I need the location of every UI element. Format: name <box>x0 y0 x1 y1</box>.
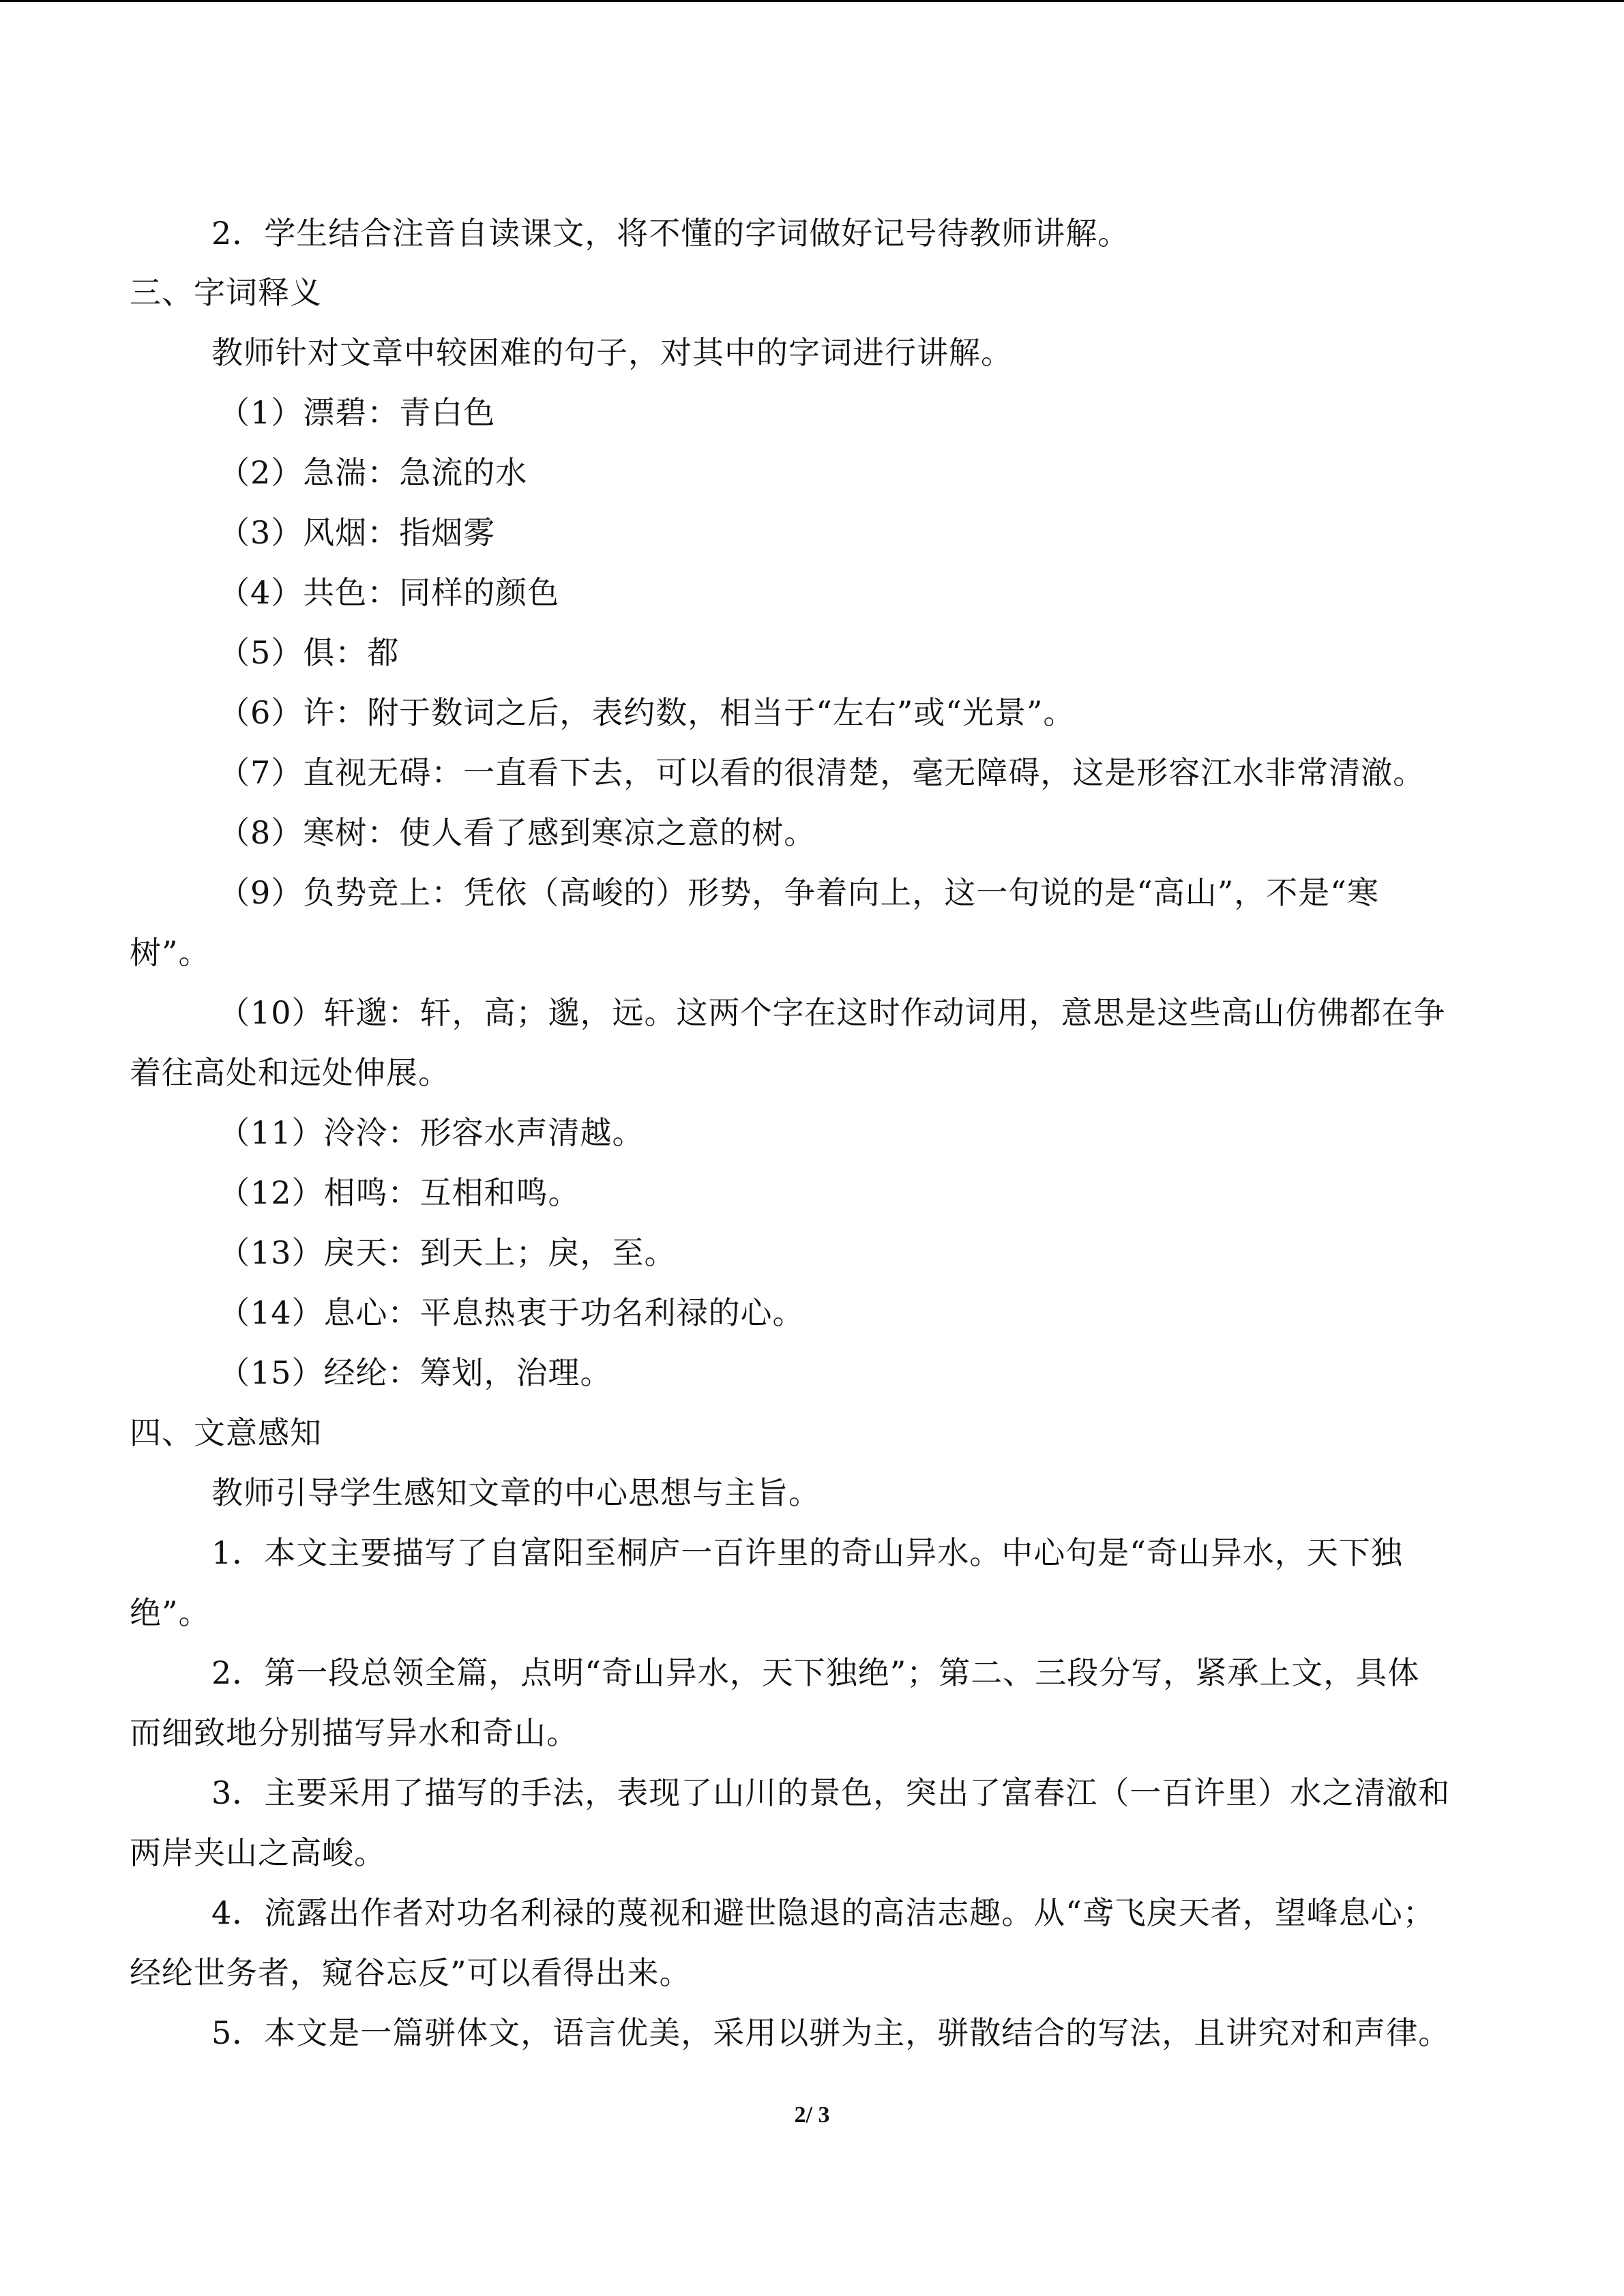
glossary-item: （9）负势竞上：凭依（高峻的）形势，争着向上，这一句说的是“高山”，不是“寒 <box>218 874 1379 911</box>
text-line: 2．第一段总领全篇，点明“奇山异水，天下独绝”；第二、三段分写，紧承上文，具体 <box>211 1654 1420 1691</box>
text-line: 3．主要采用了描写的手法，表现了山川的景色，突出了富春江（一百许里）水之清澈和 <box>211 1774 1451 1811</box>
glossary-item: （13）戾天：到天上；戾，至。 <box>218 1234 677 1271</box>
glossary-item-continued: 着往高处和远处伸展。 <box>130 1054 450 1091</box>
glossary-item: （8）寒树：使人看了感到寒凉之意的树。 <box>218 814 816 851</box>
text-line-continued: 两岸夹山之高峻。 <box>130 1834 386 1871</box>
text-line: 教师针对文章中较困难的句子，对其中的字词进行讲解。 <box>211 334 1013 371</box>
text-line: 教师引导学生感知文章的中心思想与主旨。 <box>211 1474 821 1511</box>
section-heading: 四、文意感知 <box>130 1414 322 1451</box>
page-number: 2/ 3 <box>794 2102 830 2128</box>
glossary-item: （5）俱：都 <box>218 634 400 671</box>
glossary-item: （4）共色：同样的颜色 <box>218 574 560 611</box>
glossary-item: （11）泠泠：形容水声清越。 <box>218 1114 645 1151</box>
glossary-item: （7）直视无碍：一直看下去，可以看的很清楚，毫无障碍，这是形容江水非常清澈。 <box>218 754 1426 791</box>
text-line-continued: 经纶世务者，窥谷忘反”可以看得出来。 <box>130 1954 692 1991</box>
glossary-item: （12）相鸣：互相和鸣。 <box>218 1174 580 1211</box>
text-line: 4．流露出作者对功名利禄的蔑视和避世隐退的高洁志趣。从“鸢飞戾天者，望峰息心； <box>211 1894 1435 1931</box>
glossary-item: （14）息心：平息热衷于功名利禄的心。 <box>218 1294 805 1331</box>
glossary-item: （3）风烟：指烟雾 <box>218 514 496 551</box>
glossary-item: （15）经纶：筹划，治理。 <box>218 1354 612 1391</box>
text-line-continued: 而细致地分别描写异水和奇山。 <box>130 1714 578 1751</box>
text-line: 2．学生结合注音自读课文，将不懂的字词做好记号待教师讲解。 <box>211 215 1130 252</box>
text-line: 1．本文主要描写了自富阳至桐庐一百许里的奇山异水。中心句是“奇山异水，天下独 <box>211 1534 1403 1571</box>
glossary-item: （10）轩邈：轩，高；邈，远。这两个字在这时作动词用，意思是这些高山仿佛都在争 <box>218 994 1446 1031</box>
top-border-line <box>0 0 1624 2</box>
text-line: 5．本文是一篇骈体文，语言优美，采用以骈为主，骈散结合的写法，且讲究对和声律。 <box>211 2014 1451 2051</box>
text-line-continued: 绝”。 <box>130 1594 211 1631</box>
glossary-item: （2）急湍：急流的水 <box>218 454 528 491</box>
glossary-item: （6）许：附于数词之后，表约数，相当于“左右”或“光景”。 <box>218 694 1076 731</box>
section-heading: 三、字词释义 <box>130 274 322 311</box>
glossary-item-continued: 树”。 <box>130 934 211 971</box>
glossary-item: （1）漂碧：青白色 <box>218 394 496 431</box>
